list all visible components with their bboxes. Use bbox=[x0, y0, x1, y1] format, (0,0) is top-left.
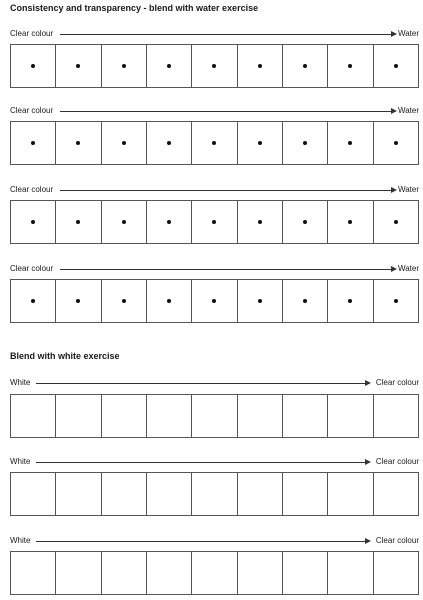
swatch-cell bbox=[192, 122, 237, 164]
swatch-cell bbox=[147, 122, 192, 164]
center-dot-icon bbox=[167, 64, 171, 68]
center-dot-icon bbox=[76, 220, 80, 224]
swatch-cell bbox=[238, 201, 283, 243]
scale-row-4 bbox=[10, 263, 419, 275]
scale-row-3 bbox=[10, 184, 419, 196]
swatch-cell bbox=[328, 473, 373, 515]
scale-right-label: Water bbox=[397, 185, 419, 194]
swatch-cell bbox=[147, 280, 192, 322]
scale-left-label: White bbox=[10, 378, 31, 387]
swatch-cell bbox=[192, 473, 237, 515]
scale-right-label: Clear colour bbox=[375, 378, 419, 387]
swatch-grid-water-2 bbox=[10, 121, 419, 165]
swatch-grid-white-3 bbox=[10, 551, 419, 595]
swatch-cell bbox=[147, 473, 192, 515]
swatch-cell bbox=[328, 201, 373, 243]
center-dot-icon bbox=[167, 141, 171, 145]
swatch-cell bbox=[283, 45, 328, 87]
swatch-cell bbox=[374, 122, 418, 164]
swatch-cell bbox=[11, 201, 56, 243]
center-dot-icon bbox=[31, 299, 35, 303]
swatch-cell bbox=[192, 201, 237, 243]
scale-right-label: Clear colour bbox=[375, 536, 419, 545]
center-dot-icon bbox=[31, 64, 35, 68]
center-dot-icon bbox=[394, 141, 398, 145]
swatch-cell bbox=[192, 552, 237, 594]
swatch-cell bbox=[192, 280, 237, 322]
swatch-cell bbox=[11, 45, 56, 87]
swatch-cell bbox=[11, 122, 56, 164]
center-dot-icon bbox=[348, 141, 352, 145]
swatch-cell bbox=[238, 395, 283, 437]
center-dot-icon bbox=[167, 299, 171, 303]
swatch-cell bbox=[283, 201, 328, 243]
swatch-cell bbox=[192, 395, 237, 437]
swatch-cell bbox=[374, 45, 418, 87]
center-dot-icon bbox=[348, 64, 352, 68]
scale-left-label: White bbox=[10, 536, 31, 545]
swatch-cell bbox=[11, 473, 56, 515]
scale-left-label: White bbox=[10, 457, 31, 466]
arrow-right-icon bbox=[391, 187, 397, 193]
center-dot-icon bbox=[348, 220, 352, 224]
swatch-cell bbox=[11, 395, 56, 437]
swatch-cell bbox=[102, 552, 147, 594]
center-dot-icon bbox=[394, 64, 398, 68]
scale-right-label: Clear colour bbox=[375, 457, 419, 466]
center-dot-icon bbox=[258, 141, 262, 145]
scale-left-label: Clear colour bbox=[10, 29, 54, 38]
swatch-cell bbox=[147, 395, 192, 437]
swatch-cell bbox=[56, 552, 101, 594]
water-section-title: Consistency and transparency - blend with water exercise bbox=[10, 3, 259, 13]
arrow-right-icon bbox=[365, 380, 371, 386]
swatch-cell bbox=[102, 395, 147, 437]
center-dot-icon bbox=[167, 220, 171, 224]
center-dot-icon bbox=[303, 141, 307, 145]
swatch-cell bbox=[283, 473, 328, 515]
swatch-cell bbox=[192, 45, 237, 87]
swatch-cell bbox=[147, 201, 192, 243]
swatch-cell bbox=[102, 122, 147, 164]
center-dot-icon bbox=[122, 64, 126, 68]
center-dot-icon bbox=[76, 141, 80, 145]
swatch-grid-water-1 bbox=[10, 44, 419, 88]
arrow-line bbox=[60, 190, 391, 191]
swatch-grid-water-3 bbox=[10, 200, 419, 244]
swatch-cell bbox=[102, 201, 147, 243]
swatch-cell bbox=[374, 395, 418, 437]
scale-row-2 bbox=[10, 105, 419, 117]
swatch-cell bbox=[283, 552, 328, 594]
center-dot-icon bbox=[76, 299, 80, 303]
scale-row-1 bbox=[10, 28, 419, 40]
swatch-cell bbox=[374, 552, 418, 594]
arrow-line bbox=[36, 383, 365, 384]
swatch-cell bbox=[56, 45, 101, 87]
swatch-cell bbox=[102, 45, 147, 87]
swatch-cell bbox=[328, 122, 373, 164]
swatch-cell bbox=[238, 122, 283, 164]
center-dot-icon bbox=[212, 220, 216, 224]
arrow-line bbox=[60, 34, 391, 35]
scale-left-label: Clear colour bbox=[10, 264, 54, 273]
scale-left-label: Clear colour bbox=[10, 185, 54, 194]
center-dot-icon bbox=[303, 64, 307, 68]
arrow-line bbox=[36, 462, 365, 463]
center-dot-icon bbox=[212, 64, 216, 68]
white-section-title: Blend with white exercise bbox=[10, 351, 120, 361]
center-dot-icon bbox=[303, 220, 307, 224]
swatch-cell bbox=[328, 395, 373, 437]
center-dot-icon bbox=[258, 64, 262, 68]
swatch-cell bbox=[147, 552, 192, 594]
scale-left-label: Clear colour bbox=[10, 106, 54, 115]
swatch-cell bbox=[147, 45, 192, 87]
center-dot-icon bbox=[31, 220, 35, 224]
swatch-cell bbox=[56, 280, 101, 322]
center-dot-icon bbox=[31, 141, 35, 145]
arrow-right-icon bbox=[365, 459, 371, 465]
scale-right-label: Water bbox=[397, 29, 419, 38]
scale-row-5 bbox=[10, 377, 419, 389]
center-dot-icon bbox=[212, 299, 216, 303]
center-dot-icon bbox=[122, 141, 126, 145]
center-dot-icon bbox=[394, 220, 398, 224]
center-dot-icon bbox=[122, 220, 126, 224]
swatch-cell bbox=[238, 552, 283, 594]
center-dot-icon bbox=[212, 141, 216, 145]
swatch-cell bbox=[283, 122, 328, 164]
swatch-cell bbox=[374, 280, 418, 322]
swatch-grid-water-4 bbox=[10, 279, 419, 323]
center-dot-icon bbox=[76, 64, 80, 68]
arrow-line bbox=[36, 541, 365, 542]
swatch-cell bbox=[102, 280, 147, 322]
center-dot-icon bbox=[122, 299, 126, 303]
center-dot-icon bbox=[394, 299, 398, 303]
scale-row-6 bbox=[10, 456, 419, 468]
swatch-cell bbox=[328, 552, 373, 594]
swatch-cell bbox=[11, 552, 56, 594]
swatch-grid-white-1 bbox=[10, 394, 419, 438]
arrow-line bbox=[60, 111, 391, 112]
swatch-cell bbox=[56, 122, 101, 164]
center-dot-icon bbox=[348, 299, 352, 303]
swatch-cell bbox=[238, 45, 283, 87]
swatch-cell bbox=[102, 473, 147, 515]
swatch-cell bbox=[374, 201, 418, 243]
swatch-cell bbox=[283, 280, 328, 322]
scale-right-label: Water bbox=[397, 264, 419, 273]
swatch-cell bbox=[328, 280, 373, 322]
scale-right-label: Water bbox=[397, 106, 419, 115]
scale-row-7 bbox=[10, 535, 419, 547]
swatch-cell bbox=[238, 280, 283, 322]
arrow-right-icon bbox=[365, 538, 371, 544]
swatch-grid-white-2 bbox=[10, 472, 419, 516]
swatch-cell bbox=[56, 473, 101, 515]
swatch-cell bbox=[11, 280, 56, 322]
swatch-cell bbox=[328, 45, 373, 87]
center-dot-icon bbox=[303, 299, 307, 303]
arrow-right-icon bbox=[391, 31, 397, 37]
arrow-right-icon bbox=[391, 266, 397, 272]
center-dot-icon bbox=[258, 220, 262, 224]
center-dot-icon bbox=[258, 299, 262, 303]
arrow-line bbox=[60, 269, 391, 270]
swatch-cell bbox=[56, 201, 101, 243]
swatch-cell bbox=[374, 473, 418, 515]
swatch-cell bbox=[283, 395, 328, 437]
swatch-cell bbox=[238, 473, 283, 515]
swatch-cell bbox=[56, 395, 101, 437]
arrow-right-icon bbox=[391, 108, 397, 114]
